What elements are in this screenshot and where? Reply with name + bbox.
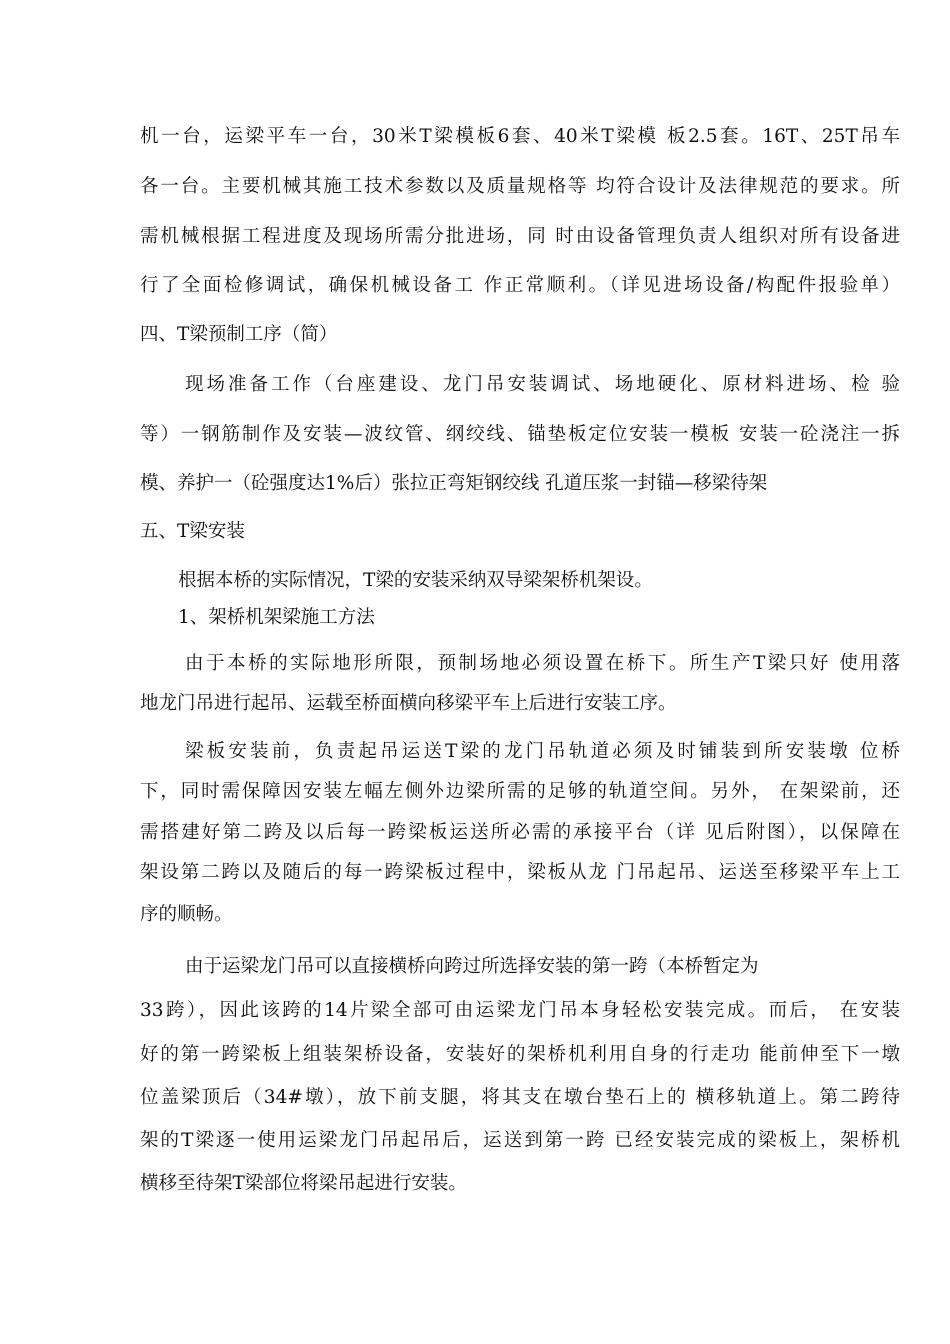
paragraph-line: 横移至待架T梁部位将梁吊起进行安装。 xyxy=(140,1173,467,1194)
paragraph-line: 33跨），因此该跨的14片梁全部可由运梁龙门吊本身轻松安装完成。而后， 在安装 xyxy=(140,1000,900,1021)
paragraph-line: 等）一钢筋制作及安装—波纹管、纲绞线、锚垫板定位安装一模板 安装一砼浇注一拆 xyxy=(140,424,900,445)
paragraph-line: 行了全面检修调试，确保机械设备工 作正常顺利。（详见进场设备/构配件报验单） xyxy=(140,275,900,296)
section-heading-4: 四、T梁预制工序（简） xyxy=(140,324,338,345)
paragraph-line: 机一台，运梁平车一台，30米T梁模板6套、40米T梁模 板2.5套。16T、25T吊车 xyxy=(140,126,900,147)
paragraph-line: 地龙门吊进行起吊、运载至桥面横向移梁平车上后进行安装工序。 xyxy=(140,693,677,714)
paragraph-line: 由于本桥的实际地形所限，预制场地必须设置在桥下。所生产T梁只好 使用落 xyxy=(185,653,900,674)
paragraph-line: 需机械根据工程进度及现场所需分批进场，同 时由设备管理负责人组织对所有设备进 xyxy=(140,226,900,247)
paragraph-line: 下，同时需保障因安装左幅左侧外边梁所需的足够的轨道空间。另外， 在架梁前，还 xyxy=(140,781,900,802)
paragraph-line: 根据本桥的实际情况，T梁的安装采纳双导梁架桥机架设。 xyxy=(178,570,653,591)
paragraph-line: 好的第一跨梁板上组装架桥设备，安装好的架桥机利用自身的行走功 能前伸至下一墩 xyxy=(140,1044,900,1065)
paragraph-line: 架设第二跨以及随后的每一跨梁板过程中，梁板从龙 门吊起吊、运送至移梁平车上工 xyxy=(140,862,900,883)
paragraph-line: 各一台。主要机械其施工技术参数以及质量规格等 均符合设计及法律规范的要求。所 xyxy=(140,176,900,197)
paragraph-line: 由于运梁龙门吊可以直接横桥向跨过所选择安装的第一跨（本桥暂定为 xyxy=(185,956,759,977)
paragraph-line: 位盖梁顶后（34#墩），放下前支腿，将其支在墩台垫石上的 横移轨道上。第二跨待 xyxy=(140,1087,900,1108)
subsection-heading: 1、架桥机架梁施工方法 xyxy=(178,607,375,628)
paragraph-line: 序的顺畅。 xyxy=(140,904,233,925)
paragraph-line: 现场准备工作（台座建设、龙门吊安装调试、场地硬化、原材料进场、检 验 xyxy=(185,374,900,395)
paragraph-line: 需搭建好第二跨及以后每一跨梁板运送所必需的承接平台（详 见后附图），以保障在 xyxy=(140,822,900,843)
section-heading-5: 五、T梁安装 xyxy=(140,521,245,542)
paragraph-line: 梁板安装前，负责起吊运送T梁的龙门吊轨道必须及时铺装到所安装墩 位桥 xyxy=(185,741,900,762)
paragraph-line: 架的T梁逐一使用运梁龙门吊起吊后，运送到第一跨 已经安装完成的梁板上，架桥机 xyxy=(140,1130,900,1151)
paragraph-line: 模、养护一（砼强度达1%后）张拉正弯矩钢绞线 孔道压浆一封锚—移梁待架 xyxy=(140,473,768,494)
